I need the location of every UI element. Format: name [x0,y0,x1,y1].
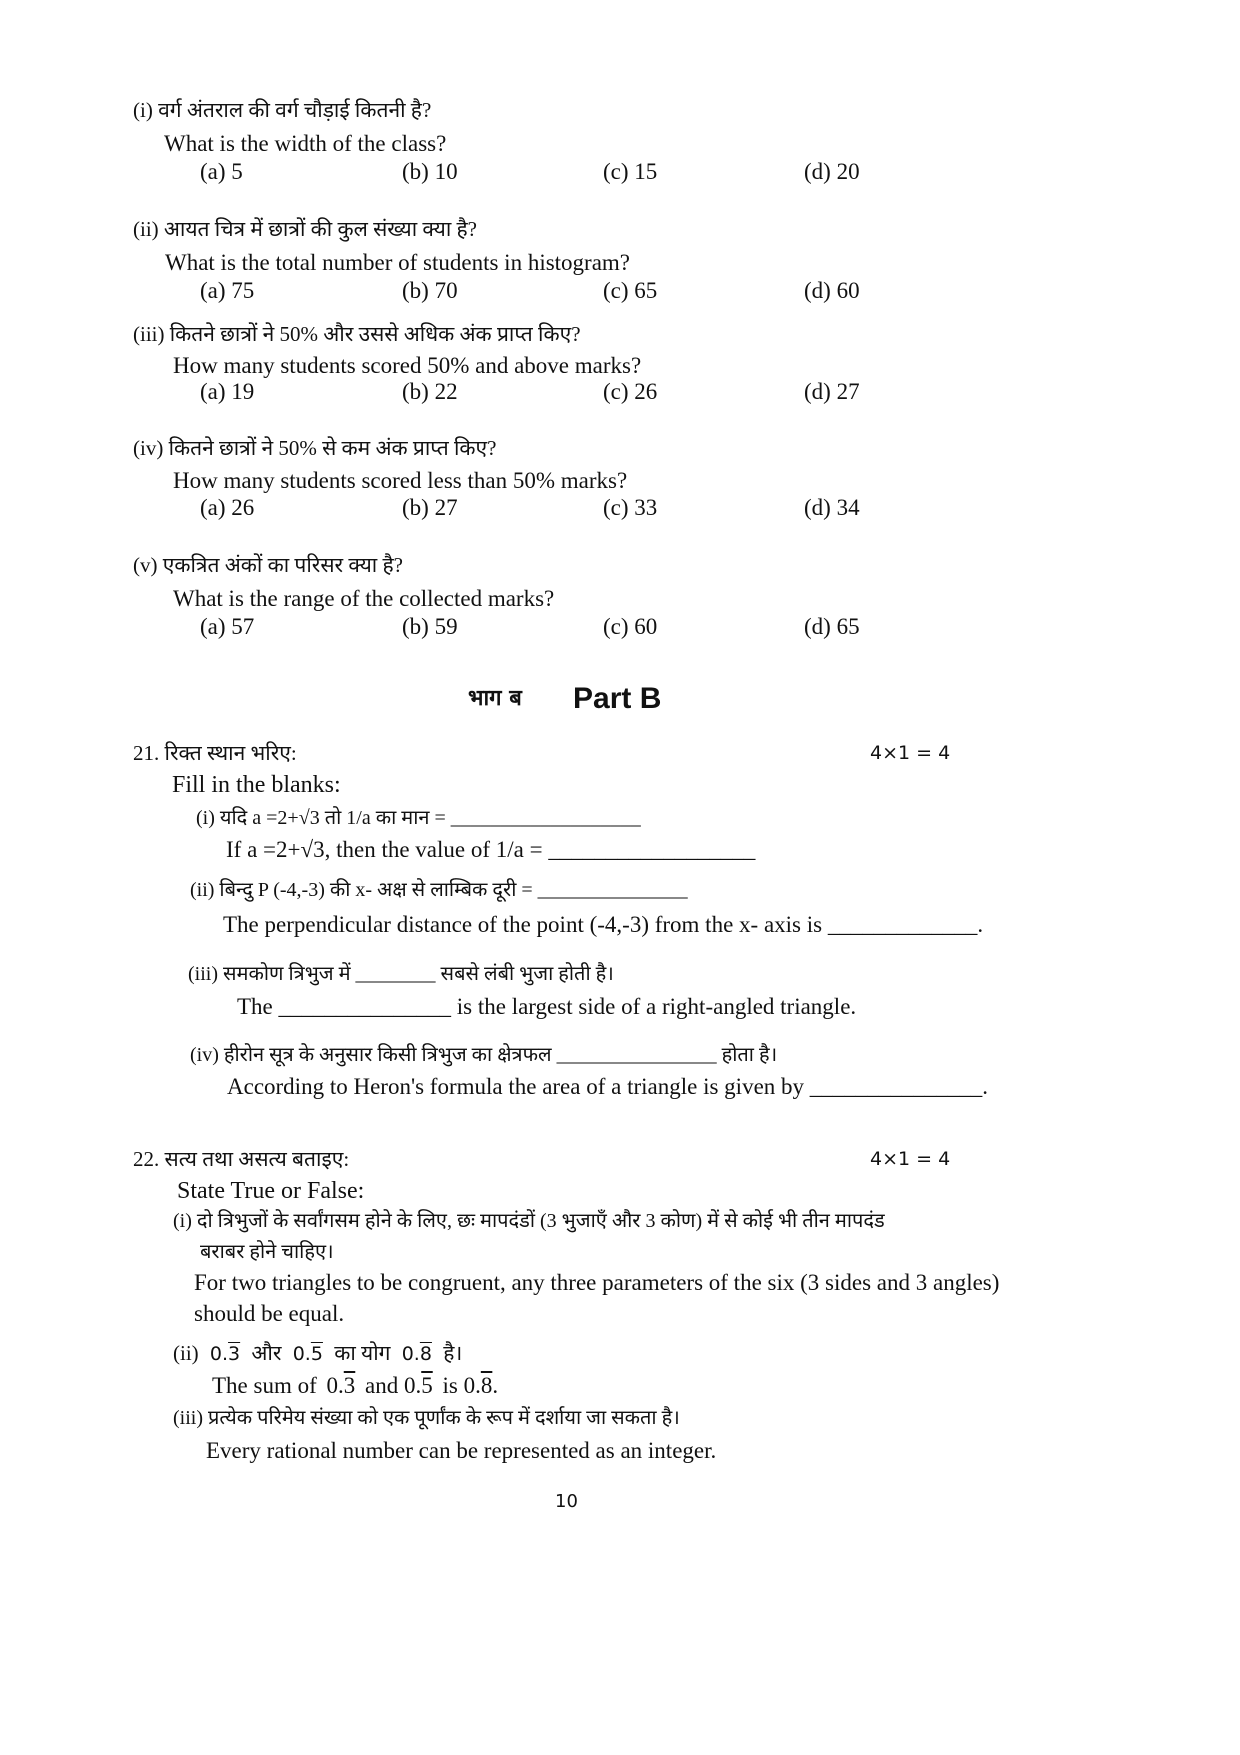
q22-i-hindi-line2: बराबर होने चाहिए। [200,1241,334,1263]
mcq-3-english: How many students scored 50% and above marks? [173,353,642,378]
q21-marks: 4×1 = 4 [870,742,951,764]
mcq-3-option-c: (c) 26 [603,379,658,404]
q21-number-hindi: 21. रिक्त स्थान भरिए: [133,741,297,765]
q21-iii-hindi: (iii) समकोण त्रिभुज में ________ सबसे लंबी भुजा होती है। [188,963,614,985]
mcq-1-hindi: (i) वर्ग अंतराल की वर्ग चौड़ाई कितनी है? [133,98,432,122]
mcq-4-option-d: (d) 34 [804,495,860,520]
mcq-3-option-d: (d) 27 [804,379,860,404]
q21-ii-english: The perpendicular distance of the point (-4,-3) from the x- axis is _____________. [223,912,984,937]
q22-ii-label: (ii) [173,1341,199,1365]
mcq-2-option-a: (a) 75 [200,278,255,303]
part-b-hindi: भाग ब [468,686,522,711]
q22-marks: 4×1 = 4 [870,1148,951,1170]
mcq-4-option-c: (c) 33 [603,495,658,520]
q22-iii-hindi: (iii) प्रत्येक परिमेय संख्या को एक पूर्णांक के रूप में दर्शाया जा सकता है। [173,1407,680,1429]
mcq-4-option-a: (a) 26 [200,495,255,520]
q22-i-english-line1: For two triangles to be congruent, any three parameters of the six (3 sides and 3 angles) [194,1270,1000,1295]
mcq-2-english: What is the total number of students in histogram? [165,250,631,275]
mcq-4-option-b: (b) 27 [402,495,458,520]
mcq-5-option-b: (b) 59 [402,614,458,639]
q22-number-hindi: 22. सत्य तथा असत्य बताइए: [133,1147,350,1171]
mcq-4-english: How many students scored less than 50% marks? [173,468,628,493]
q22-iii-english: Every rational number can be represented as an integer. [206,1438,717,1463]
q22-i-hindi-line1: (i) दो त्रिभुजों के सर्वांगसम होने के लिए, छः मापदंडों (3 भुजाएँ और 3 कोण) में से कोई भी तीन मापदंड [173,1210,885,1232]
q22-ii-hindi: (ii) 0.3 और 0.5 का योग 0.8 है। [173,1341,463,1365]
q21-i-english: If a =2+√3, then the value of 1/a = __________________ [226,837,756,862]
q21-title: Fill in the blanks: [172,772,341,798]
mcq-1-option-d: (d) 20 [804,159,860,184]
mcq-5-option-c: (c) 60 [603,614,658,639]
mcq-5-option-d: (d) 65 [804,614,860,639]
mcq-2-option-b: (b) 70 [402,278,458,303]
mcq-3-option-b: (b) 22 [402,379,458,404]
q22-i-english-line2: should be equal. [194,1301,345,1326]
mcq-1-option-b: (b) 10 [402,159,458,184]
mcq-2-option-d: (d) 60 [804,278,860,303]
mcq-4-hindi: (iv) कितने छात्रों ने 50% से कम अंक प्राप्त किए? [133,436,497,460]
q21-iv-hindi: (iv) हीरोन सूत्र के अनुसार किसी त्रिभुज का क्षेत्रफल ________________ होता है। [190,1044,778,1066]
mcq-1-english: What is the width of the class? [164,131,447,156]
q22-ii-hindi-b: 0.5 [292,1343,323,1365]
mcq-1-option-c: (c) 15 [603,159,658,184]
q21-iii-english: The _______________ is the largest side of a right-angled triangle. [237,994,857,1019]
q22-title: State True or False: [177,1178,365,1204]
q21-i-hindi: (i) यदि a =2+√3 तो 1/a का मान = ___________________ [196,807,641,829]
mcq-3-option-a: (a) 19 [200,379,255,404]
q22-ii-hindi-a: 0.3 [209,1343,241,1365]
mcq-5-english: What is the range of the collected marks? [173,586,555,611]
q22-ii-english: The sum of 0.3 and 0.5 is 0.8. [212,1373,499,1398]
mcq-5-hindi: (v) एकत्रित अंकों का परिसर क्या है? [133,553,403,577]
mcq-3-hindi: (iii) कितने छात्रों ने 50% और उससे अधिक अंक प्राप्त किए? [133,322,581,346]
part-b-english: Part B [573,682,662,715]
mcq-1-option-a: (a) 5 [200,159,243,184]
q22-ii-hindi-c: 0.8 [401,1343,432,1365]
mcq-2-hindi: (ii) आयत चित्र में छात्रों की कुल संख्या क्या है? [133,217,477,241]
page-number: 10 [555,1491,578,1512]
mcq-5-option-a: (a) 57 [200,614,255,639]
q21-ii-hindi: (ii) बिन्दु P (-4,-3) की x- अक्ष से लाम्बिक दूरी = _______________ [190,879,688,901]
q21-iv-english: According to Heron's formula the area of a triangle is given by _______________. [227,1074,989,1099]
mcq-2-option-c: (c) 65 [603,278,658,303]
